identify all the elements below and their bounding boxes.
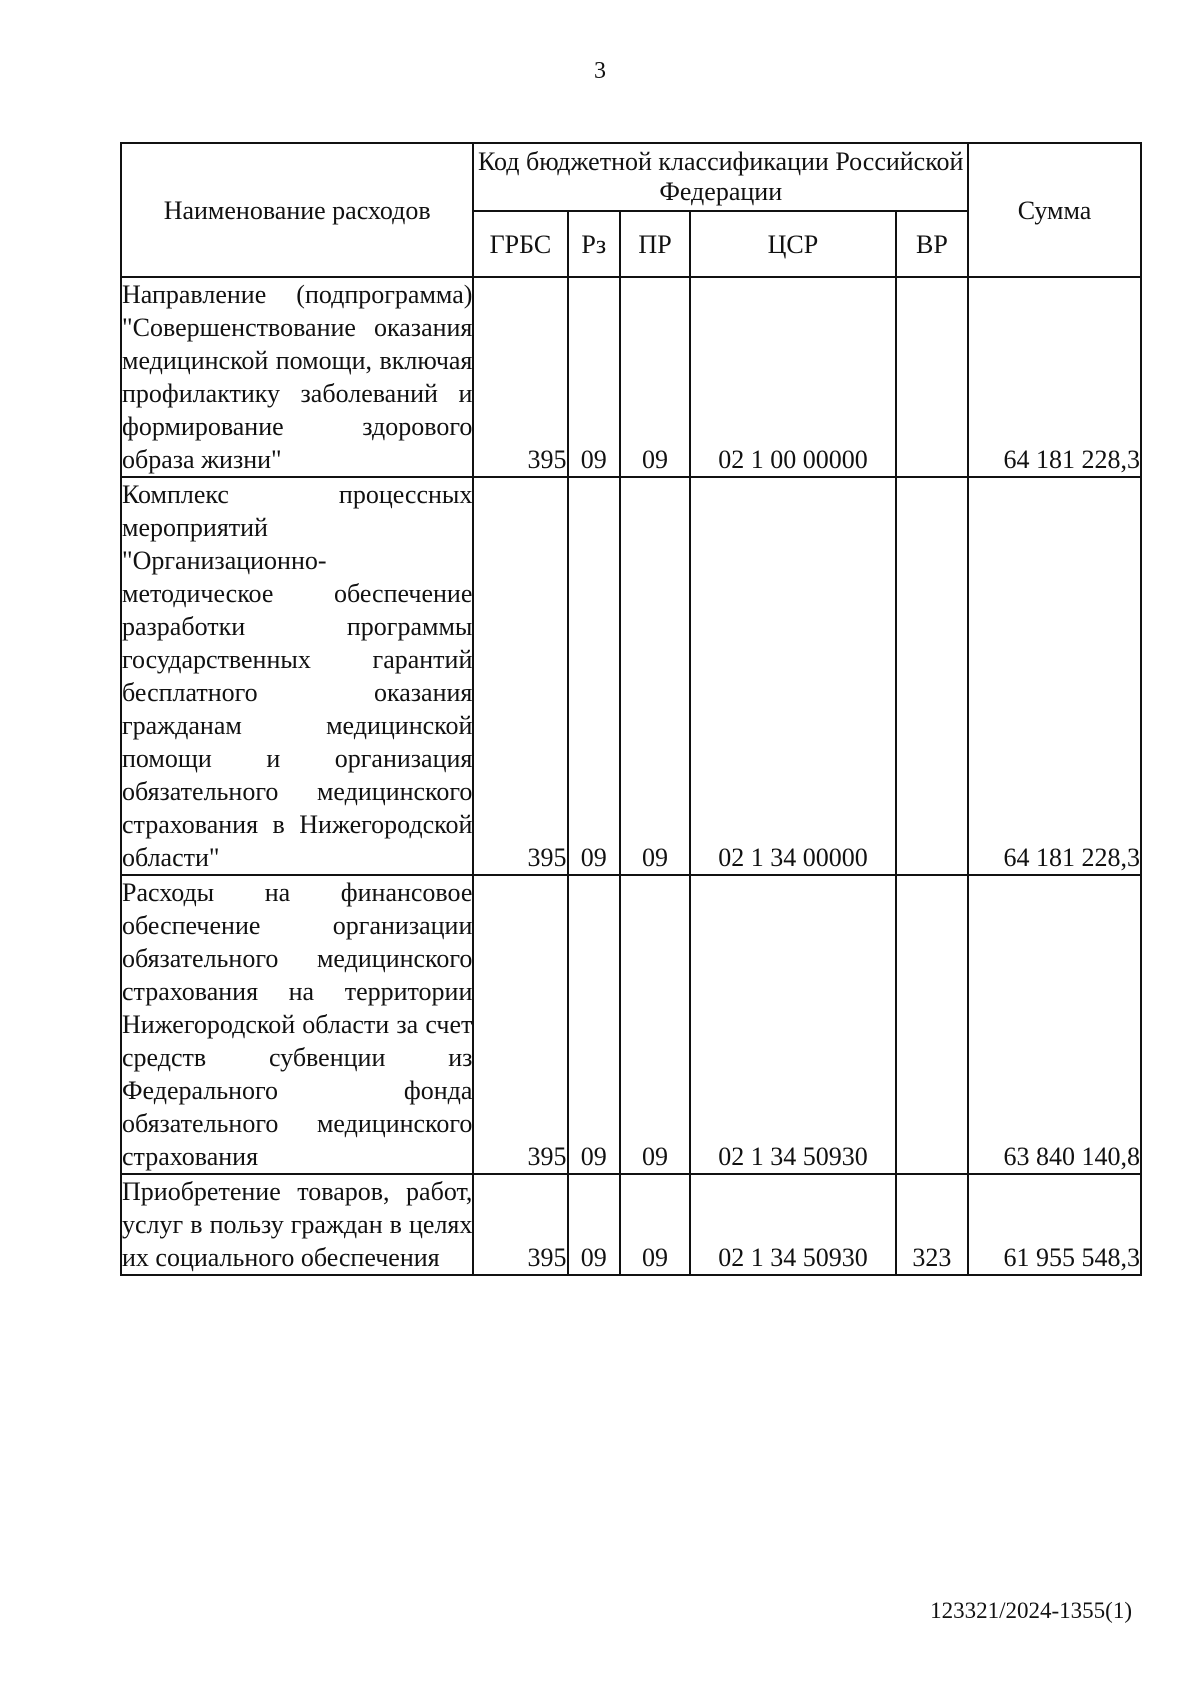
row-sum: 64 181 228,3	[968, 277, 1141, 477]
row-pr: 09	[620, 277, 690, 477]
budget-table	[120, 142, 1142, 1276]
row-grbs: 395	[473, 875, 567, 1174]
row-sum: 63 840 140,8	[968, 875, 1141, 1174]
header-pr: ПР	[620, 211, 690, 277]
row-name: Комплекс процессных мероприятий "Организационно-методическое обеспечение разработки программы государственных гарантий бесплатного оказания гражданам медицинской помощи и организация обязательного медицинского страхования в Нижегородской области"	[121, 477, 473, 875]
table-row	[121, 1174, 1141, 1275]
header-csr: ЦСР	[690, 211, 896, 277]
header-name: Наименование расходов	[121, 143, 473, 277]
row-pr: 09	[620, 477, 690, 875]
table-row	[121, 875, 1141, 1174]
row-vr	[896, 875, 968, 1174]
row-name: Направление (подпрограмма) "Совершенствование оказания медицинской помощи, включая профилактику заболеваний и формирование здорового образа жизни"	[121, 277, 473, 477]
row-vr	[896, 477, 968, 875]
row-grbs: 395	[473, 277, 567, 477]
row-csr: 02 1 34 50930	[690, 1174, 896, 1275]
header-sum: Сумма	[968, 143, 1141, 277]
row-name: Приобретение товаров, работ, услуг в пользу граждан в целях их социального обеспечения	[121, 1174, 473, 1275]
header-grbs: ГРБС	[473, 211, 567, 277]
page-number: 3	[594, 58, 606, 84]
header-vr: ВР	[896, 211, 968, 277]
row-name: Расходы на финансовое обеспечение организации обязательного медицинского страхования на территории Нижегородской области за счет средств субвенции из Федерального фонда обязательного медицинского страхования	[121, 875, 473, 1174]
row-pr: 09	[620, 875, 690, 1174]
header-code-group: Код бюджетной классификации Российской Федерации	[473, 143, 968, 211]
row-grbs: 395	[473, 1174, 567, 1275]
row-vr: 323	[896, 1174, 968, 1275]
header-rz: Рз	[568, 211, 621, 277]
row-sum: 61 955 548,3	[968, 1174, 1141, 1275]
document-id: 123321/2024-1355(1)	[930, 1598, 1132, 1623]
row-grbs: 395	[473, 477, 567, 875]
table-row	[121, 477, 1141, 875]
row-rz: 09	[568, 277, 621, 477]
row-rz: 09	[568, 1174, 621, 1275]
row-vr	[896, 277, 968, 477]
row-rz: 09	[568, 875, 621, 1174]
header-row	[121, 143, 1141, 211]
row-csr: 02 1 00 00000	[690, 277, 896, 477]
row-csr: 02 1 34 50930	[690, 875, 896, 1174]
row-sum: 64 181 228,3	[968, 477, 1141, 875]
row-rz: 09	[568, 477, 621, 875]
row-csr: 02 1 34 00000	[690, 477, 896, 875]
table-row	[121, 277, 1141, 477]
row-pr: 09	[620, 1174, 690, 1275]
